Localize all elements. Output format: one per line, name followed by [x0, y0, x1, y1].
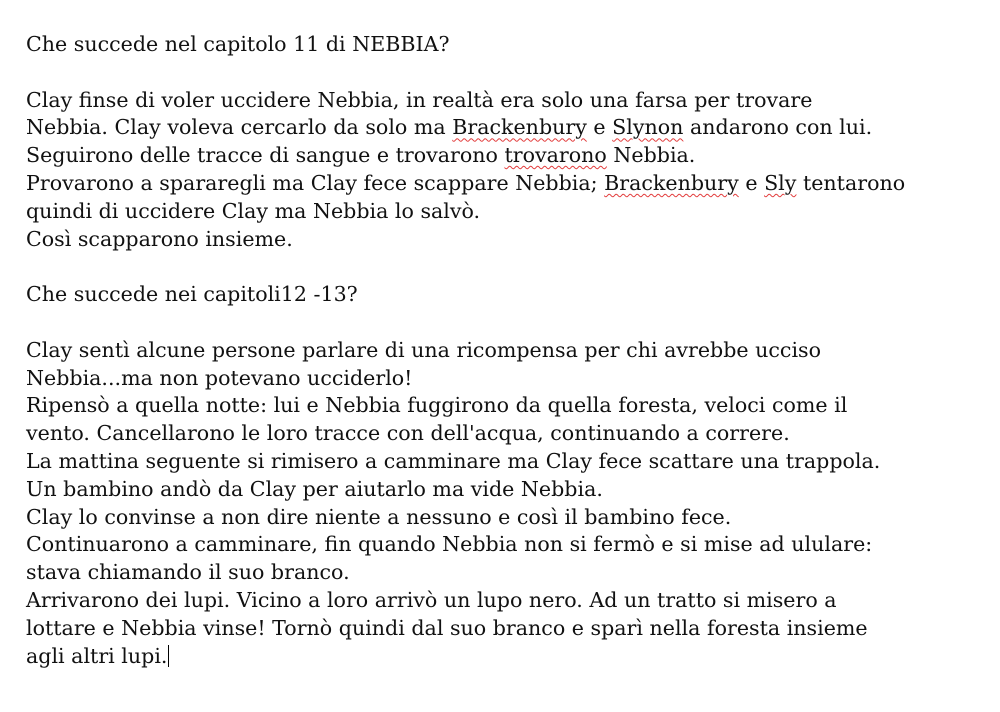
paragraph-line: Un bambino andò da Clay per aiutarlo ma vide Nebbia. — [26, 476, 603, 501]
text-run: agli altri lupi. — [26, 643, 168, 668]
paragraph-line: stava chiamando il suo branco. — [26, 560, 350, 585]
text-cursor — [168, 645, 169, 667]
paragraph-line: Clay lo convinse a non dire niente a nessuno e così il bambino fece. — [26, 504, 732, 529]
text-run: Nebbia. Clay voleva cercarlo da solo ma — [26, 115, 453, 140]
paragraph-line: Così scapparono insieme. — [26, 226, 293, 251]
paragraph-line: Clay finse di voler uccidere Nebbia, in realtà era solo una farsa per trovare — [26, 87, 813, 112]
paragraph-line: Continuarono a camminare, fin quando Nebbia non si fermò e si mise ad ululare: — [26, 532, 873, 557]
misspelled-word: Brackenbury — [604, 170, 739, 195]
heading-chapters-12-13: Che succede nei capitoli12 -13? — [26, 282, 358, 307]
blank-line — [26, 309, 986, 337]
paragraph-line — [26, 170, 986, 198]
paragraph-line — [26, 142, 986, 170]
paragraph-line: quindi di uccidere Clay ma Nebbia lo salvò. — [26, 198, 481, 223]
text-run: tentarono — [796, 170, 906, 195]
text-run: andarono con lui. — [683, 115, 873, 140]
text-run: Nebbia. — [606, 143, 696, 168]
text-run: e — [586, 115, 613, 140]
document-body[interactable] — [26, 31, 986, 670]
paragraph-line: Nebbia...ma non potevano ucciderlo! — [26, 365, 413, 390]
paragraph-line: lottare e Nebbia vinse! Tornò quindi dal suo branco e sparì nella foresta insieme — [26, 615, 868, 640]
paragraph-line — [26, 114, 986, 142]
misspelled-word: trovarono — [504, 143, 607, 168]
paragraph-line: Arrivarono dei lupi. Vicino a loro arrivò un lupo nero. Ad un tratto si misero a — [26, 587, 837, 612]
misspelled-word: Brackenbury — [452, 115, 587, 140]
heading-chapter-11: Che succede nel capitolo 11 di NEBBIA? — [26, 32, 450, 56]
misspelled-word: Slynon — [612, 115, 684, 140]
text-run: e — [738, 170, 765, 195]
paragraph-line: Clay sentì alcune persone parlare di una ricompensa per chi avrebbe ucciso — [26, 337, 822, 362]
paragraph-line — [26, 643, 986, 671]
blank-line — [26, 59, 986, 87]
paragraph-line: vento. Cancellarono le loro tracce con dell'acqua, continuando a correre. — [26, 421, 790, 446]
text-run: Seguirono delle tracce di sangue e trovarono — [26, 143, 505, 168]
text-run: Provarono a spararegli ma Clay fece scappare Nebbia; — [26, 170, 605, 195]
paragraph-line: La mattina seguente si rimisero a camminare ma Clay fece scattare una trappola. — [26, 448, 881, 473]
paragraph-line: Ripensò a quella notte: lui e Nebbia fuggirono da quella foresta, veloci come il — [26, 393, 848, 418]
blank-line — [26, 253, 986, 281]
misspelled-word: Sly — [764, 170, 797, 195]
